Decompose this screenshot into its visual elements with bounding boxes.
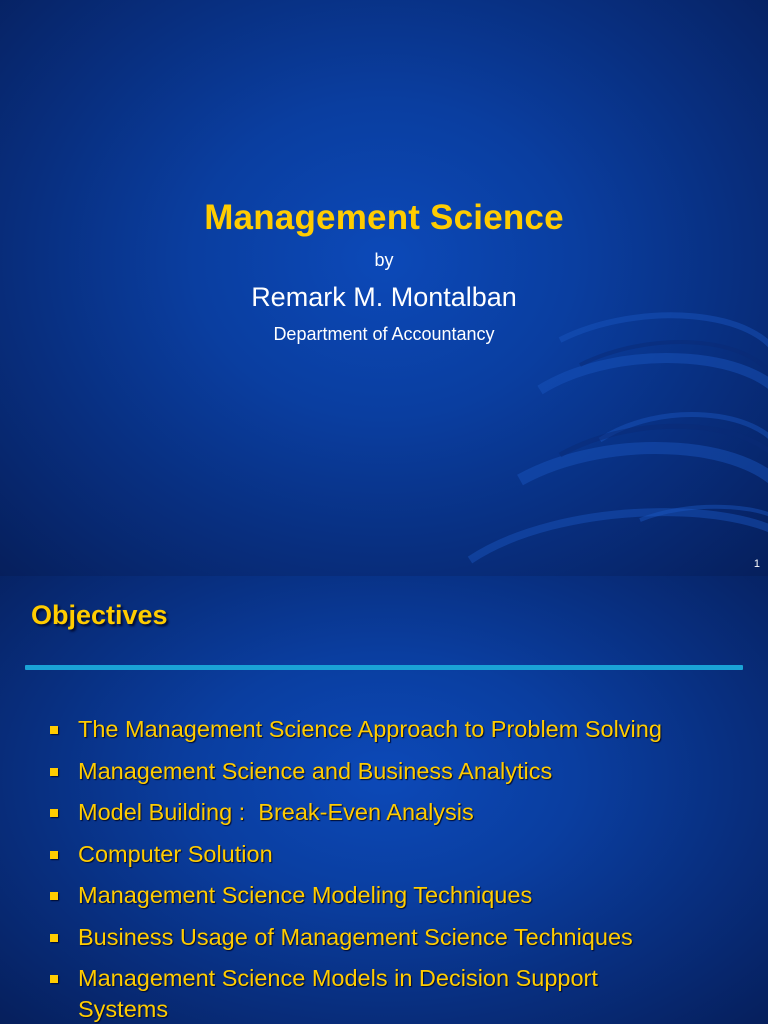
heading-divider [25, 665, 743, 670]
slide-heading: Objectives [31, 600, 168, 630]
list-item [50, 714, 750, 745]
square-bullet-icon [50, 851, 58, 859]
square-bullet-icon [50, 934, 58, 942]
list-item-text: Business Usage of Management Science Techniques [78, 923, 633, 950]
list-item [50, 963, 750, 1024]
slide-title: Management Science [204, 198, 564, 237]
list-item-text: Management Science and Business Analytics [78, 757, 553, 784]
list-item [50, 839, 750, 870]
square-bullet-icon [50, 768, 58, 776]
objectives-list [50, 714, 750, 1024]
list-item-text: Computer Solution [78, 840, 273, 867]
list-item [50, 880, 750, 911]
list-item [50, 922, 750, 953]
department-label: Department of Accountancy [273, 324, 495, 344]
slide-number: 1 [753, 558, 760, 570]
list-item-text: Management Science Modeling Techniques [78, 882, 533, 908]
square-bullet-icon [50, 892, 58, 900]
list-item [50, 756, 750, 787]
list-item [50, 797, 750, 828]
objectives-slide [0, 576, 768, 1024]
author-name: Remark M. Montalban [251, 282, 517, 312]
list-item-text: The Management Science Approach to Problem Solving [78, 716, 662, 742]
list-item-text: Model Building : Break-Even Analysis [78, 799, 474, 825]
square-bullet-icon [50, 975, 58, 983]
by-label: by [374, 250, 394, 270]
square-bullet-icon [50, 809, 58, 817]
list-item-text: Management Science Models in Decision Support Systems [78, 965, 598, 1022]
square-bullet-icon [50, 726, 58, 734]
